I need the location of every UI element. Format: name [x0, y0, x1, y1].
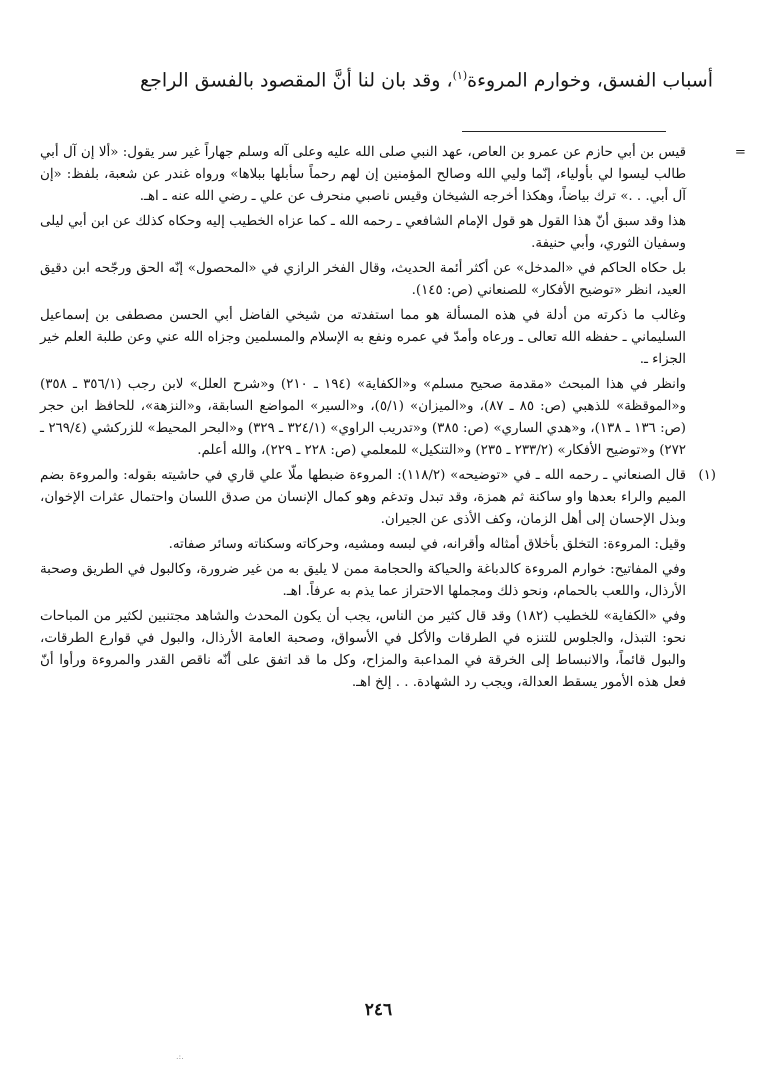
- footnote-paragraph: [40, 606, 686, 694]
- paragraph-text: قال الصنعاني ـ رحمه الله ـ في «توضيحه» (١١٨/٢): المروءة ضبطها ملّا علي قاري في حاشيته بقوله: والمروءة بضم الميم والراء بعدها واو ساكنة ثم همزة، وقد تبدل وتدغم وهو كمال الإنسان من صدق اللسان واحتمال عثرات الإخوان، وبذل الإحسان إلى أهل الزمان، وكف الأذى عن الجيران.: [40, 468, 686, 527]
- paragraph-text: وفي «الكفاية» للخطيب (١٨٢) وقد قال كثير من الناس، يجب أن يكون المحدث والشاهد مجتنبين لكثير من المباحات نحو: التبذل، والجلوس للتنزه في الطرقات والأكل في الأسواق، وصحبة العامة الأرذال، والبول في قوارع الطرقات، والبول قائماً، والانبساط إلى الخرقة في المداعبة والمزاح، وكل ما قد اتفق على أنّه ناقص القدر والمروءة ورأوا أنّ فعل هذه الأمور يسقط العدالة، ويجب رد الشهادة. . . إلخ اهـ.: [40, 609, 686, 690]
- paragraph-text: بل حكاه الحاكم في «المدخل» عن أكثر أئمة الحديث، وقال الفخر الرازي في «المحصول» إنّه الحق ورجّحه ابن دقيق العيد، انظر «توضيح الأفكار» للصنعاني (ص: ١٤٥).: [40, 261, 686, 298]
- footnote-continuation-paragraph: [40, 305, 716, 371]
- footnotes-section: [40, 142, 746, 697]
- footnote-paragraph: [40, 465, 686, 531]
- paragraph-text: هذا وقد سبق أنّ هذا القول هو قول الإمام الشافعي ـ رحمه الله ـ كما عزاه الخطيب إليه وحكاه كذلك عن ابن أبي ليلى وسفيان الثوري، وأبي حنيفة.: [40, 214, 686, 251]
- paragraph-text: وقيل: المروءة: التخلق بأخلاق أمثاله وأقرانه، في لبسه ومشيه، وحركاته وسكناته وسائر صفاته.: [168, 537, 686, 552]
- continuation-mark: =: [734, 145, 746, 160]
- scan-artifact: .:.: [176, 1052, 184, 1061]
- footnote-continuation-paragraph: [40, 258, 716, 302]
- main-text-line: [48, 62, 713, 94]
- footnote-separator: [462, 131, 666, 132]
- main-text-start: أسباب الفسق، وخوارم المروءة: [467, 69, 713, 92]
- footnote-continuation-paragraph: [40, 211, 716, 255]
- footnote-paragraph: [40, 534, 686, 556]
- main-text-end: ، وقد بان لنا أنَّ المقصود بالفسق الراجع: [140, 69, 453, 92]
- footnote-paragraph: [40, 559, 686, 603]
- footnote-continuation-paragraph: [40, 374, 716, 462]
- footnote-1: [40, 465, 716, 694]
- paragraph-text: قيس بن أبي حازم عن عمرو بن العاص، عهد النبي صلى الله عليه وعلى آله وسلم جهاراً غير سر يقول: «ألا إن آل أبي طالب ليسوا لي بأولياء، إنّما وليي الله وصالح المؤمنين إن لهم رحماً سأبلها ببلاها» ورواه غندر عن شعبة، بلفظ: «إن آل أبي. . .» ترك بياضاً، وهكذا أخرجه الشيخان وقيس ناصبي منحرف عن علي ـ رضي الله عنه ـ اهـ.: [40, 145, 686, 204]
- paragraph-text: وفي المفاتيح: خوارم المروءة كالدباغة والحياكة والحجامة ممن لا يليق به من غير ضرورة، وكالبول في الطريق وصحبة الأرذال، واللعب بالحمام، ونحو ذلك ومجملها الاحتراز عما يذم به عرفاً. اهـ.: [40, 562, 686, 599]
- paragraph-text: وانظر في هذا المبحث «مقدمة صحيح مسلم» و«الكفاية» (١٩٤ ـ ٢١٠) و«شرح العلل» لابن رجب (٣٥٦/١ ـ ٣٥٨) و«الموقظة» للذهبي (ص: ٨٥ ـ ٨٧)، و«الميزان» (٥/١)، و«السير» المواضع السابقة، و«النزهة»، للحافظ ابن حجر (ص: ١٣٦ ـ ١٣٨)، و«هدي الساري» (ص: ٣٨٥) و«تدريب الراوي» (٣٢٤/١ ـ ٣٢٩) و«البحر المحيط» للزركشي (٢٦٩/٤ ـ ٢٧٢) و«توضيح الأفكار» (٢٣٣/٢ ـ ٢٣٥) و«التنكيل» للمعلمي (ص: ٢٢٨ ـ ٢٢٩)، والله أعلم.: [40, 377, 687, 458]
- paragraph-text: وغالب ما ذكرته من أدلة في هذه المسألة هو مما استفدته من شيخي الفاضل أبي الحسن مصطفى بن إسماعيل السليماني ـ حفظه الله تعالى ـ ورعاه وأمدّ في عمره ونفع به الإسلام والمسلمين وجزاه الله عني وعن طلبة العلم خير الجزاء ـ.: [40, 308, 686, 367]
- footnote-number: (١): [698, 468, 716, 483]
- footnote-reference: (١): [452, 69, 468, 82]
- page-number: ٢٤٦: [364, 1000, 393, 1020]
- footnote-continuation-paragraph: [40, 142, 746, 208]
